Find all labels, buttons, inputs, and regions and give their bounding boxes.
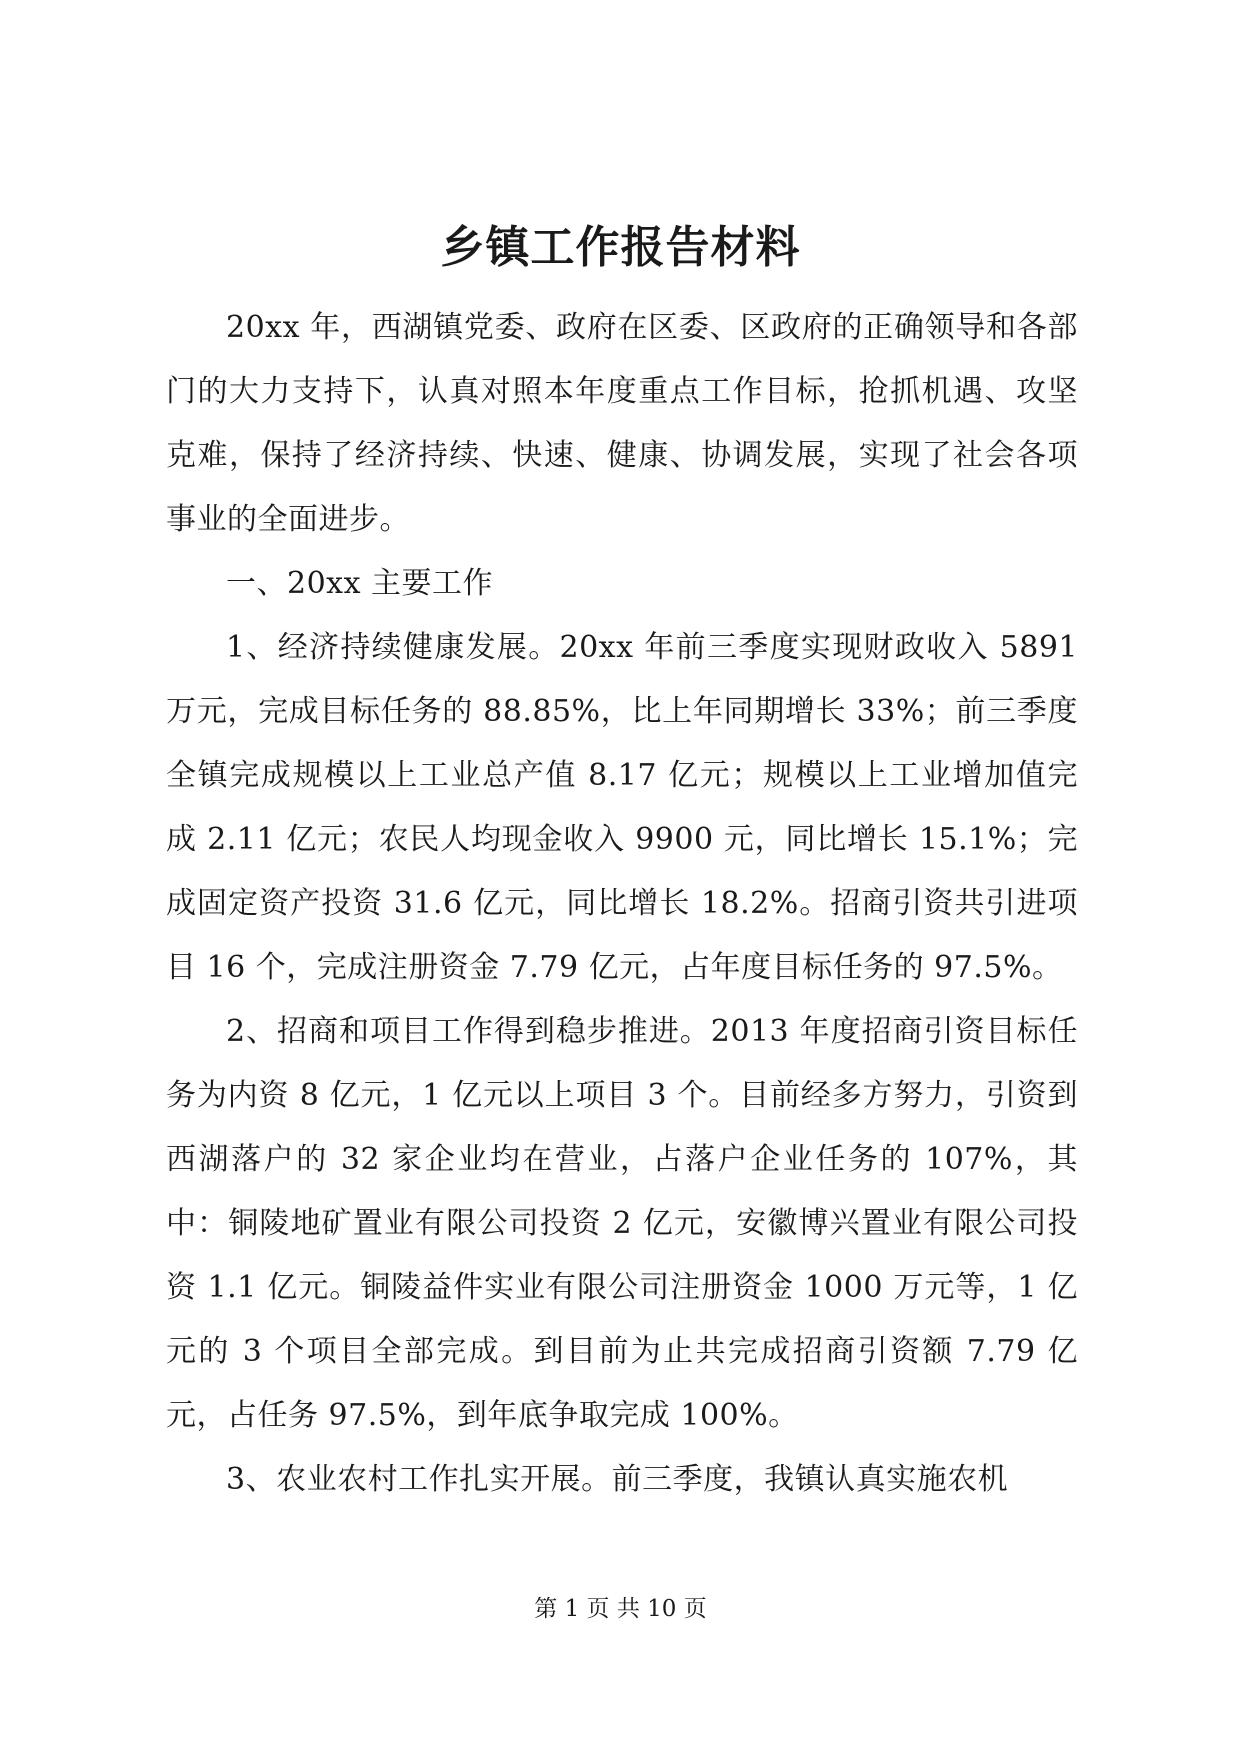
document-body [166, 296, 1078, 1512]
paragraph-agriculture: 3、农业农村工作扎实开展。前三季度，我镇认真实施农机 [226, 1462, 1009, 1497]
paragraph-investment: 2、招商和项目工作得到稳步推进。2013 年度招商引资目标任务为内资 8 亿元，1 亿元以上项目 3 个。目前经多方努力，引资到西湖落户的 32 家企业均在营业，占落户企业任务的 107%，其中：铜陵地矿置业有限公司投资 2 亿元，安徽博兴置业有限公司投资 1.1 亿元。铜陵益件实业有限公司注册资金 1000 万元等，1 亿元的 3 个项目全部完成。到目前为止共完成招商引资额 7.79 亿元，占任务 97.5%，到年底争取完成 100%。 [166, 1014, 1078, 1433]
page-footer: 第 1 页 共 10 页 [534, 1596, 707, 1622]
document-title: 乡镇工作报告材料 [440, 222, 801, 273]
paragraph-economy: 1、经济持续健康发展。20xx 年前三季度实现财政收入 5891 万元，完成目标任务的 88.85%，比上年同期增长 33%；前三季度全镇完成规模以上工业总产值 8.17 亿元；规模以上工业增加值完成 2.11 亿元；农民人均现金收入 9900 元，同比增长 15.1%；完成固定资产投资 31.6 亿元，同比增长 18.2%。招商引资共引进项目 16 个，完成注册资金 7.79 亿元，占年度目标任务的 97.5%。 [166, 630, 1078, 985]
paragraph-intro: 20xx 年，西湖镇党委、政府在区委、区政府的正确领导和各部门的大力支持下，认真对照本年度重点工作目标，抢抓机遇、攻坚克难，保持了经济持续、快速、健康、协调发展，实现了社会各项事业的全面进步。 [166, 310, 1078, 537]
section-heading: 一、20xx 主要工作 [226, 566, 494, 601]
